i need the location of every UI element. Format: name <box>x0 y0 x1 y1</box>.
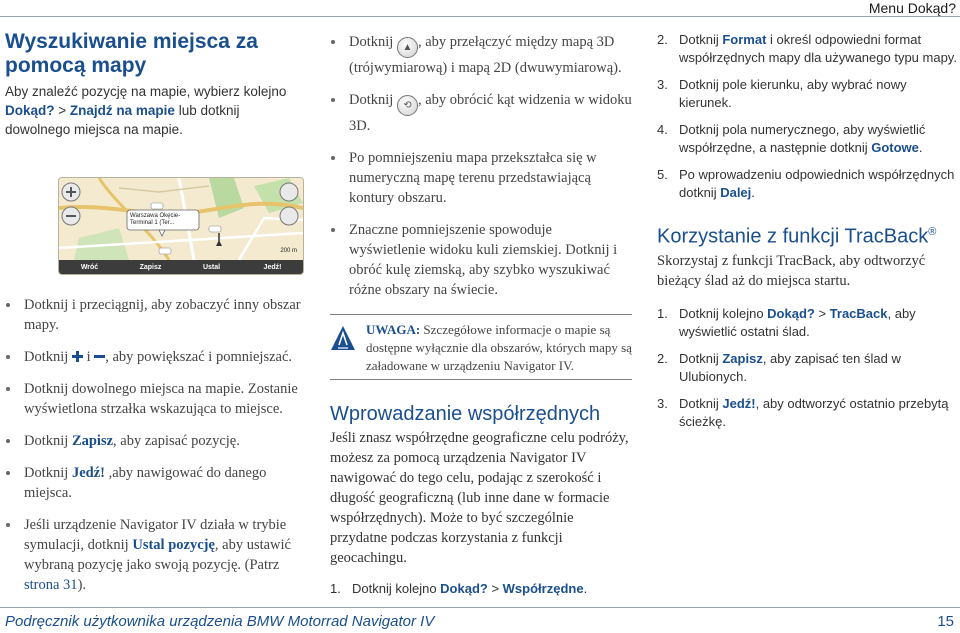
step-text-1: Dotknij kolejno <box>679 305 768 321</box>
tip-terrain-text: Po pomniejszeniu mapa przekształca się w numeryczną mapę terenu przedstawiającą kontury obszaru. <box>349 150 597 206</box>
tip-simulation-text-1: Jeśli urządzenie Navigator IV działa w trybie symulacji, dotknij <box>24 517 287 553</box>
tracback-title-text: Korzystanie z funkcji TracBack <box>657 225 929 248</box>
step-text-2: i określ odpowiedni format współrzędnych mapy dla używanego typu mapy. <box>679 32 957 65</box>
tip-3d-text-2: , aby przełączyć między mapą 3D (trójwymiarową) i mapą 2D (dwuwymiarową). <box>349 34 622 76</box>
keyword-save: Zapisz <box>71 433 114 449</box>
step-text-2: . <box>583 581 588 596</box>
keyword-where-to: Dokąd? <box>5 103 55 118</box>
list-item <box>657 305 957 341</box>
step-number: 4. <box>657 122 668 137</box>
step-text-2: . <box>918 140 923 155</box>
step-text-1: Dotknij pola numerycznego, aby wyświetlić współrzędne, a następnie dotknij <box>679 122 926 155</box>
step-text-1: Dotknij <box>679 32 723 47</box>
tip-go-text-1: Dotknij <box>24 465 72 481</box>
map-go-button[interactable]: Jedź! <box>263 263 282 271</box>
map-mode-icon: ▲ <box>397 37 418 58</box>
step-text-2: , aby odtworzyć ostatnio przebytą ścieżkę. <box>679 395 949 429</box>
list-item <box>330 148 632 208</box>
list-item <box>5 515 305 595</box>
tip-3d-text-1: Dotknij <box>349 34 397 50</box>
section-title-tracback <box>657 220 957 249</box>
step-number: 3. <box>657 395 668 411</box>
tip-zoom-text-1: Dotknij <box>24 349 72 365</box>
tip-zoom-text-2: i <box>82 349 95 365</box>
intro-text-1: Aby znaleźć pozycję na mapie, wybierz kolejno <box>5 84 287 99</box>
step-text-1: Po wprowadzeniu odpowiednich współrzędnych dotknij <box>679 167 955 200</box>
tracback-steps <box>657 305 957 431</box>
footer-divider <box>0 607 960 608</box>
rotate-view-icon: ⟲ <box>397 95 418 116</box>
page-reference-link[interactable]: strona 31 <box>24 577 78 593</box>
list-item <box>5 347 305 367</box>
tip-globe-text: Znaczne pomniejszenie spowoduje wyświetlenie widoku kuli ziemskiej. Dotknij i obróć kulę ziemską, aby szybko wyszukiwać różne obszary na świecie. <box>349 222 618 298</box>
tip-simulation-text-3: ). <box>77 577 87 593</box>
keyword-done: Gotowe <box>871 140 919 155</box>
tip-rotate-text-2: , aby obrócić kąt widzenia w widoku 3D. <box>349 92 632 134</box>
registered-mark: ® <box>928 226 937 238</box>
list-item <box>330 90 632 136</box>
tracback-paragraph: Skorzystaj z funkcji TracBack, aby odtworzyć bieżący ślad aż do miejsca startu. <box>657 252 926 289</box>
note-box <box>330 314 632 380</box>
map-bottom-bar <box>59 260 303 274</box>
list-item <box>657 121 957 157</box>
page-number: 15 <box>937 613 954 630</box>
keyword-tracback: TracBack <box>829 305 888 321</box>
keyword-format: Format <box>722 32 767 47</box>
intro-paragraph <box>5 82 305 139</box>
coordinates-paragraph: Jeśli znasz współrzędne geograficzne celu podróży, możesz za pomocą urządzenia Navigator IV nawigować do tego celu, podając z szerokość i długość geograficzną (lub inne dane w formacie współrzędnych). Może to być szczególnie przydatne podczas korzystania z funkcji geocachingu. <box>330 430 629 566</box>
tip-touch-text: Dotknij dowolnego miejsca na mapie. Zostanie wyświetlona strzałka wskazująca to miejsce. <box>24 381 298 417</box>
note-body: Szczegółowe informacje o mapie są dostępne wyłącznie dla obszarów, których mapy są załadowane w urządzeniu Navigator IV. <box>366 322 632 373</box>
list-item <box>657 395 957 431</box>
keyword-coordinates: Współrzędne <box>502 581 584 596</box>
tip-save-text-1: Dotknij <box>24 433 72 449</box>
tip-save-text-2: , aby zapisać pozycję. <box>113 433 240 449</box>
step-number: 1. <box>330 581 341 596</box>
note-text <box>366 321 632 375</box>
step-number: 1. <box>657 305 668 321</box>
section-title-map-search: Wyszukiwanie miejsca za pomocą mapy <box>5 30 258 77</box>
keyword-where-to: Dokąd? <box>767 305 815 321</box>
header-divider <box>0 16 960 17</box>
map-save-button[interactable]: Zapisz <box>139 263 162 271</box>
step-number: 5. <box>657 167 668 182</box>
keyword-where-to: Dokąd? <box>440 581 488 596</box>
list-item <box>5 379 305 419</box>
list-item <box>657 166 957 202</box>
map-back-button[interactable]: Wróć <box>80 263 99 271</box>
map-scale-label: 200 m <box>280 248 297 254</box>
step-number: 3. <box>657 77 668 92</box>
step-number: 2. <box>657 350 668 366</box>
step-text-2: , aby wyświetlić ostatni ślad. <box>679 305 916 339</box>
tip-drag-text: Dotknij i przeciągnij, aby zobaczyć inny obszar mapy. <box>24 297 301 333</box>
list-item <box>330 580 632 598</box>
step-text: Dotknij pole kierunku, aby wybrać nowy kierunek. <box>679 77 907 110</box>
column-middle <box>330 30 632 607</box>
tip-rotate-text-1: Dotknij <box>349 92 397 108</box>
step-text-1: Dotknij <box>679 350 723 366</box>
keyword-go: Jedź! <box>722 395 756 411</box>
tip-go-text-2: ,aby nawigować do danego miejsca. <box>24 465 267 501</box>
map-screenshot <box>58 177 304 275</box>
map-callout-label: Warszawa Okęcie-Terminal 1 (Ter... <box>130 213 181 226</box>
step-separator: > <box>814 305 830 321</box>
list-item <box>657 76 957 112</box>
keyword-set-location: Ustal pozycję <box>132 537 215 553</box>
zoom-out-icon <box>94 351 105 362</box>
keyword-find-on-map: Znajdź na mapie <box>69 103 175 118</box>
map-tips-list <box>5 295 305 595</box>
zoom-in-icon <box>72 351 83 362</box>
column-right <box>657 30 957 440</box>
coordinates-steps-continued <box>657 31 957 202</box>
step-text-1: Dotknij <box>679 395 723 411</box>
list-item <box>5 463 305 503</box>
step-text-1: Dotknij kolejno <box>352 581 441 596</box>
list-item <box>330 220 632 300</box>
step-separator: > <box>487 581 503 596</box>
list-item <box>330 32 632 78</box>
step-text-2: , aby zapisać ten ślad w Ulubionych. <box>679 350 901 384</box>
list-item <box>657 31 957 67</box>
coordinates-steps <box>330 580 632 598</box>
note-label: UWAGA: <box>366 322 421 337</box>
map-view-list <box>330 32 632 300</box>
step-number: 2. <box>657 32 668 47</box>
header-section-label: Menu Dokąd? <box>868 0 956 16</box>
tip-simulation-text-2: , aby ustawić wybraną pozycję jako swoją pozycję. (Patrz <box>24 537 291 573</box>
list-item <box>657 350 957 386</box>
keyword-save: Zapisz <box>722 350 763 366</box>
list-item <box>5 295 305 335</box>
intro-separator: > <box>54 103 70 118</box>
warning-icon <box>330 325 356 351</box>
footer-manual-title: Podręcznik użytkownika urządzenia BMW Motorrad Navigator IV <box>5 613 435 630</box>
map-set-button[interactable]: Ustal <box>202 263 221 271</box>
keyword-next: Dalej <box>720 185 752 200</box>
list-item <box>5 431 305 451</box>
intro-text-2: lub dotknij dowolnego miejsca na mapie. <box>5 103 240 137</box>
keyword-go: Jedź! <box>71 465 105 481</box>
section-title-coordinates: Wprowadzanie współrzędnych <box>330 403 601 425</box>
step-text-2: . <box>751 185 755 200</box>
tip-zoom-text-3: , aby powiększać i pomniejszać. <box>105 349 293 365</box>
column-left <box>5 30 305 607</box>
